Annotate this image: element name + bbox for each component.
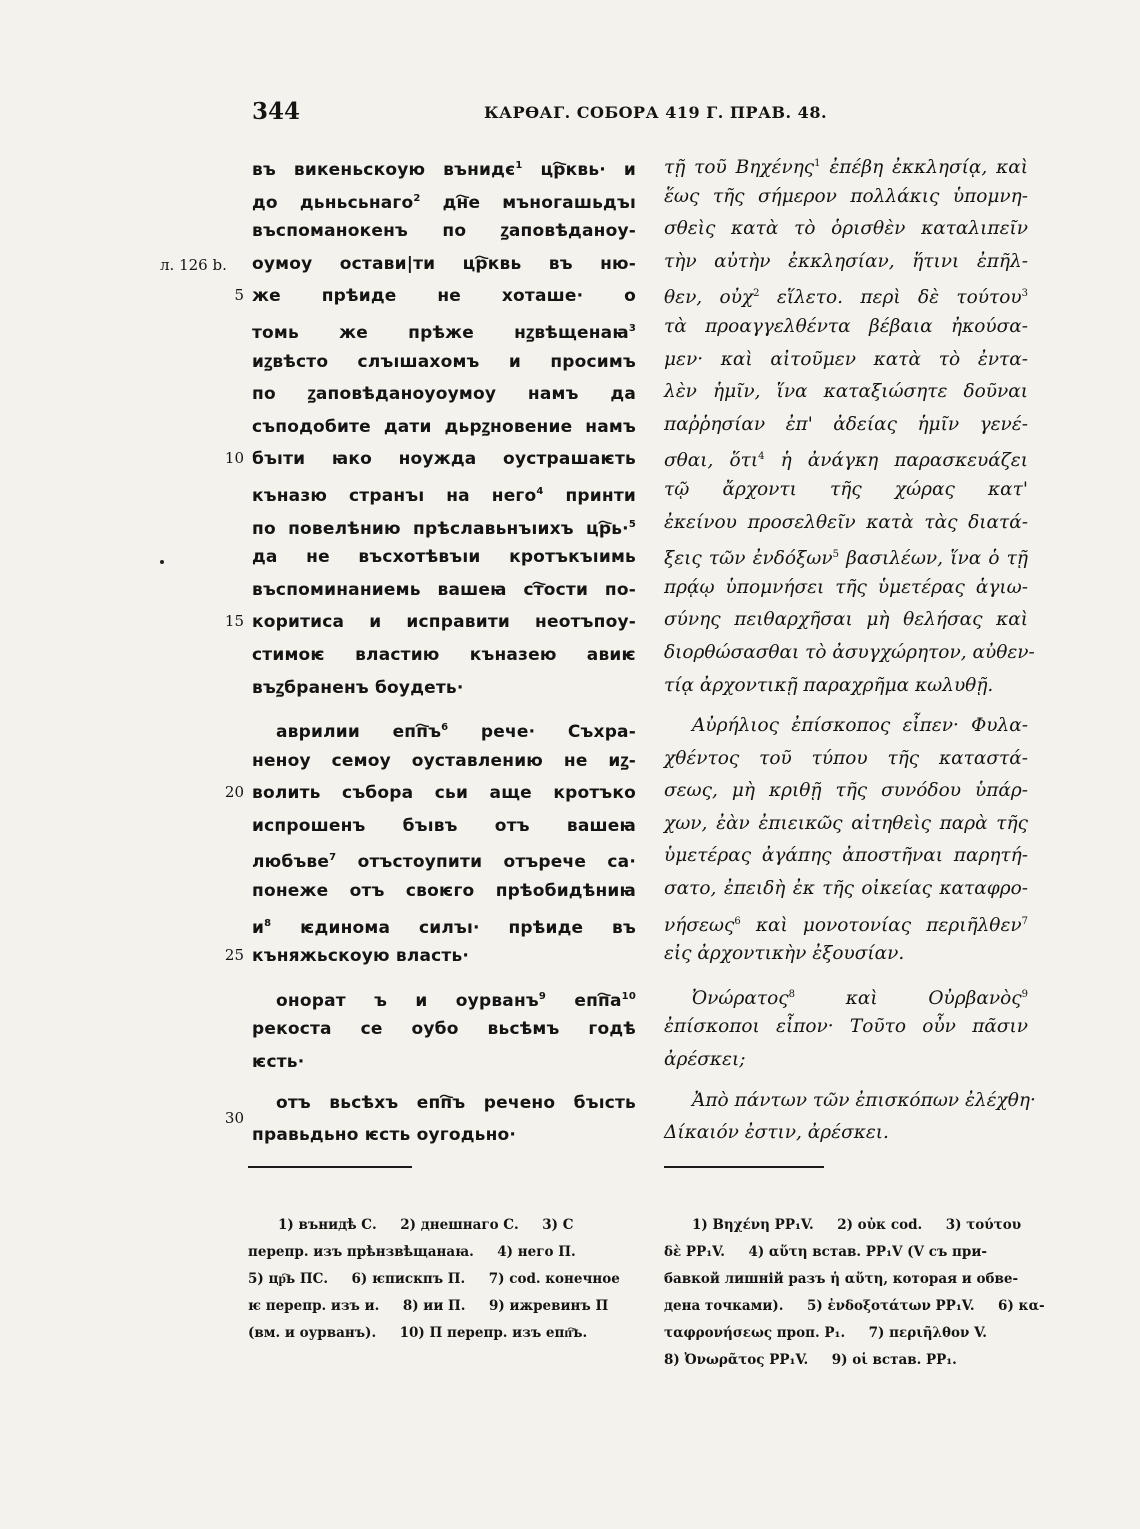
text-line — [664, 1011, 1028, 1044]
text-line — [664, 539, 1028, 572]
line-text: σατο, ἐπειδὴ ἐκ τῆς οἰκείας καταφρο- — [664, 878, 1028, 900]
footnote-line: 1) вънидѣ С. 2) днешнаго С. 3) С — [278, 1217, 574, 1233]
text-line — [664, 474, 1028, 507]
text-line — [252, 842, 636, 875]
footnote-marker: 1 — [515, 160, 523, 171]
line-text-continued: епп҇а — [546, 990, 622, 1011]
line-text: ξεις τῶν ἐνδόξων — [664, 548, 833, 570]
line-text: μεν· καὶ αἰτοῦμεν κατὰ τὸ ἐντα- — [664, 348, 1028, 370]
footnote-marker: 6 — [734, 915, 741, 927]
line-text: ἕως τῆς σήμερον πολλάκις ὑπομνη- — [664, 185, 1028, 207]
paragraph-gap — [664, 1077, 1028, 1085]
text-line — [252, 183, 636, 216]
footnote-marker: 10 — [621, 990, 636, 1002]
footnote-marker: 1 — [814, 158, 821, 169]
line-text: χθέντος τοῦ τύπου τῆς καταστά- — [664, 747, 1028, 769]
line-text: θεν, οὐχ — [664, 287, 754, 309]
footnote-line: 1) Βηχένη PP₁V. 2) οὐκ cod. 3) τούτου — [692, 1217, 1022, 1233]
footnote-line: (вм. и оурванъ). 10) П перепр. изъ епп҇ъ. — [248, 1325, 588, 1341]
footnote-line: δὲ PP₁V. 4) αὕτη встав. PP₁V (V съ при- — [664, 1244, 987, 1260]
text-line — [664, 507, 1028, 540]
line-text: неноу семоу оуставлению не иꙁ- — [252, 750, 636, 771]
line-text: ὑμετέρας ἀγάπης ἀποστῆναι παρητή- — [664, 845, 1028, 867]
footnote-marker: 4 — [536, 485, 544, 497]
text-line — [664, 148, 1028, 181]
line-text-continued: βασιλέων, ἵνα ὁ τῇ — [838, 548, 1028, 570]
text-line — [252, 672, 636, 705]
footnotes-slavonic — [248, 1212, 636, 1347]
text-line — [252, 509, 636, 542]
line-text: онорат ъ и оурванъ — [276, 990, 539, 1011]
greek-column — [664, 148, 1036, 1150]
line-text: λὲν ἡμῖν, ἵνα καταξιώσητε δοῦναι — [664, 381, 1028, 403]
text-line — [252, 313, 636, 346]
text-line — [664, 311, 1028, 344]
text-line — [664, 213, 1028, 246]
text-line — [252, 215, 636, 248]
line-text: πρᾴῳ ὑπομνήσει τῆς ὑμετέρας ἁγιω- — [664, 576, 1028, 598]
text-line — [664, 670, 1028, 703]
paragraph-gap — [252, 704, 636, 712]
line-text: же прѣиде не хоташе· о — [252, 286, 636, 307]
footnote-rule-right — [664, 1166, 824, 1168]
line-text: ἐπίσκοποι εἶπον· Τοῦτο οὖν πᾶσιν — [664, 1016, 1028, 1038]
line-text: въспоминаниемь вашеꙗ ст҇ости по- — [252, 579, 636, 600]
line-text: къняжьскоую власть· — [252, 946, 470, 967]
line-text: σθεὶς κατὰ τὸ ὁρισθὲν καταλιπεῖν — [664, 218, 1028, 240]
line-text: по ꙁаповѣданоуоумоу намъ да — [252, 384, 636, 405]
footnote-line: ταφρονήσεως проп. P₁. 7) περιῆλθον V. — [664, 1325, 987, 1341]
footnote-marker: 5 — [628, 518, 636, 530]
line-text: съподобите дати дьрꙁновение намъ — [252, 416, 636, 437]
footnote-line: бавкой лишній разъ ἡ αὕτη, которая и обве- — [664, 1271, 1019, 1287]
line-number: 20 — [224, 783, 244, 801]
line-text: волить събора сьи аще кротъко — [252, 783, 636, 804]
text-line — [252, 280, 636, 313]
line-text-continued: εἵλετο. περὶ δὲ τούτου — [759, 287, 1022, 309]
text-line — [664, 572, 1028, 605]
line-text: стимоѥ властию къназею авиѥ — [252, 644, 636, 665]
text-line — [664, 710, 1028, 743]
paragraph-gap — [664, 971, 1028, 979]
line-number: 25 — [224, 946, 244, 964]
text-line — [664, 873, 1028, 906]
line-text: оумоу остави|ти цр҇квь въ ню- — [252, 253, 636, 274]
text-line — [664, 840, 1028, 873]
line-text: ѥсть· — [252, 1052, 305, 1073]
footnote-marker: 5 — [832, 549, 839, 561]
line-text: въꙁбраненъ боудеть· — [252, 677, 464, 698]
margin-folio: л. 126 b. — [160, 256, 227, 274]
footnote-marker: 7 — [1021, 915, 1028, 927]
text-line — [664, 278, 1028, 311]
footnote-line: ѥ перепр. изъ и. 8) ии П. 9) ижревинъ П — [248, 1298, 609, 1314]
line-text: εἰς ἀρχοντικὴν ἐξουσίαν. — [664, 943, 905, 965]
paragraph-gap — [252, 973, 636, 981]
text-line — [252, 606, 636, 639]
line-text: σθαι, ὅτι — [664, 450, 759, 472]
text-line — [252, 908, 636, 941]
text-line — [252, 639, 636, 672]
line-text: τὰ προαγγελθέντα βέβαια ἠκούσα- — [664, 315, 1028, 337]
line-number: 5 — [234, 286, 244, 304]
line-text: къназю странъı на него — [252, 485, 537, 506]
text-line — [252, 981, 636, 1014]
margin-dot — [160, 560, 164, 564]
text-line — [664, 376, 1028, 409]
text-line — [664, 409, 1028, 442]
text-line — [664, 246, 1028, 279]
line-text-continued: ѥдинома силъı· прѣиде въ — [271, 917, 636, 938]
text-line — [252, 248, 636, 281]
text-line — [664, 938, 1028, 971]
text-line — [252, 1046, 636, 1079]
line-text: Ἀπὸ πάντων τῶν ἐπισκόπων ἐλέχθη· — [692, 1089, 1036, 1111]
footnote-marker: 9 — [1021, 988, 1028, 1000]
line-text: παῤῥησίαν ἐπ' ἀδείας ἡμῖν γενέ- — [664, 413, 1028, 435]
line-text: отъ вьсѣхъ епп҇ъ речено бъıсть — [276, 1092, 636, 1113]
line-text-continued: дн҇е мъногашьдъı — [420, 192, 636, 213]
text-line — [664, 979, 1028, 1012]
line-text: χων, ἐὰν ἐπιεικῶς αἰτηθεὶς παρὰ τῆς — [664, 812, 1028, 834]
line-text: до дьньсьнаго — [252, 192, 414, 213]
text-line — [252, 541, 636, 574]
text-line — [252, 712, 636, 745]
text-line — [664, 441, 1028, 474]
line-text-continued: рече· Съхра- — [448, 722, 636, 743]
text-line — [664, 181, 1028, 214]
text-line — [252, 1119, 636, 1152]
text-line — [252, 810, 636, 843]
line-text: въспоманокенъ по ꙁаповѣданоу- — [252, 221, 636, 242]
text-line — [664, 1044, 1028, 1077]
footnote-marker: 2 — [413, 192, 421, 204]
text-line — [664, 344, 1028, 377]
line-text: испрошенъ бъıвъ отъ вашеꙗ — [252, 815, 636, 836]
text-line — [252, 1087, 636, 1120]
line-text: иꙁвѣсто слъıшахомъ и просимъ — [252, 351, 636, 372]
line-text: любъве — [252, 852, 330, 873]
text-line — [664, 1085, 1036, 1118]
paragraph-gap — [252, 1079, 636, 1087]
slavonic-column — [252, 150, 636, 1152]
footnote-marker: 9 — [538, 990, 547, 1002]
footnote-marker: 4 — [758, 451, 765, 463]
footnote-line: 8) Ὀνωρᾶτος PP₁V. 9) οἱ встав. PP₁. — [664, 1352, 957, 1368]
text-line — [252, 150, 636, 183]
page-number: 344 — [252, 98, 301, 125]
text-line — [664, 906, 1028, 939]
line-text-continued: καὶ Οὐρβανὸς — [794, 987, 1022, 1009]
line-text-continued: отъстоупити отърече са· — [336, 852, 636, 873]
text-line — [664, 1117, 1028, 1150]
text-line — [664, 743, 1028, 776]
line-number: 30 — [224, 1109, 244, 1127]
line-text: рекоста се оубо вьсѣмъ годѣ — [252, 1019, 636, 1040]
line-text: τὴν αὐτὴν ἐκκλησίαν, ἥτινι ἐπῆλ- — [664, 250, 1028, 272]
line-text: въ викеньскоую вънидє — [252, 160, 516, 180]
line-text: аврилии епп҇ъ — [276, 722, 442, 743]
line-text: ἐκείνου προσελθεῖν κατὰ τὰς διατά- — [664, 511, 1028, 533]
line-text: τῷ ἄρχοντι τῆς χώρας κατ' — [664, 478, 1028, 500]
text-line — [252, 574, 636, 607]
line-number: 10 — [224, 449, 244, 467]
line-text: по повелѣнию прѣславьнъıихъ цр҇ь· — [252, 518, 629, 539]
footnote-line: дена точками). 5) ἐνδοξοτάτων PP₁V. 6) κα- — [664, 1298, 1045, 1314]
text-line — [252, 411, 636, 444]
line-text-continued: принти — [543, 485, 636, 506]
line-text-continued: καὶ μονοτονίας περιῆλθεν — [740, 914, 1022, 936]
text-line — [252, 1013, 636, 1046]
text-line — [252, 745, 636, 778]
line-text: бъıти ꙗко ноужда оустрашаѥть — [252, 449, 636, 470]
line-text-continued: цр҇квь· и — [522, 160, 637, 180]
line-text: Δίκαιόν ἐστιν, ἀρέσκει. — [664, 1122, 889, 1144]
text-line — [252, 476, 636, 509]
line-text: νήσεως — [664, 914, 735, 936]
line-text: διορθώσασθαι τὸ ἀσυγχώρητον, αὐθεν- — [664, 641, 1035, 663]
text-line — [252, 777, 636, 810]
line-text: τίᾳ ἀρχοντικῇ παραχρῆμα κωλυθῇ. — [664, 674, 994, 696]
line-text: да не въсхотѣвъıи кротъкъıимь — [252, 547, 636, 568]
line-text: коритиса и исправити неотъпоу- — [252, 612, 636, 633]
footnote-line: 5) цр҇ь ПС. 6) ѥпискпъ П. 7) cod. конечное — [248, 1271, 620, 1287]
text-line — [664, 637, 1035, 670]
running-head: КАРѲАГ. СОБОРА 419 Г. ПРАВ. 48. — [484, 103, 828, 122]
line-text: и — [252, 917, 265, 938]
text-line — [252, 875, 636, 908]
footnote-line: перепр. изъ прѣнзвѣщанаꙗ. 4) него П. — [248, 1244, 576, 1260]
footnotes-greek — [664, 1212, 1045, 1374]
footnote-marker: 3 — [1021, 288, 1028, 300]
text-line — [664, 604, 1028, 637]
text-line — [252, 940, 636, 973]
text-line — [252, 378, 636, 411]
line-text: ἀρέσκει; — [664, 1049, 746, 1071]
text-line — [252, 443, 636, 476]
footnote-marker: 8 — [788, 988, 795, 1000]
text-line — [252, 346, 636, 379]
paragraph-gap — [664, 702, 1028, 710]
footnote-marker: 8 — [264, 917, 272, 929]
text-line — [664, 775, 1028, 808]
line-text: понеже отъ своѥго прѣобидѣниꙗ — [252, 881, 636, 902]
line-text-continued: ἐπέβη ἐκκλησίᾳ, καὶ — [820, 157, 1028, 178]
line-text: Ὀνώρατος — [692, 987, 789, 1009]
footnote-marker: 2 — [753, 288, 760, 300]
line-text: правьдьно ѥсть оугодьно· — [252, 1125, 517, 1146]
line-text-continued: ἡ ἀνάγκη παρασκευάζει — [764, 450, 1028, 472]
line-text: σύνης πειθαρχῆσαι μὴ θελήσας καὶ — [664, 609, 1028, 631]
footnote-marker: 3 — [628, 322, 636, 334]
footnote-marker: 6 — [441, 722, 449, 734]
line-text: Αὐρήλιος ἐπίσκοπος εἶπεν· Φυλα- — [692, 715, 1028, 737]
line-text: σεως, μὴ κριθῇ τῆς συνόδου ὑπάρ- — [664, 780, 1028, 802]
footnote-marker: 7 — [329, 852, 337, 864]
footnote-rule-left — [248, 1166, 412, 1168]
line-number: 15 — [224, 612, 244, 630]
line-text: томь же прѣже нꙁвѣщенаꙗ — [252, 322, 629, 343]
text-line — [664, 808, 1028, 841]
line-text: τῇ τοῦ Βηχένης — [664, 157, 815, 178]
